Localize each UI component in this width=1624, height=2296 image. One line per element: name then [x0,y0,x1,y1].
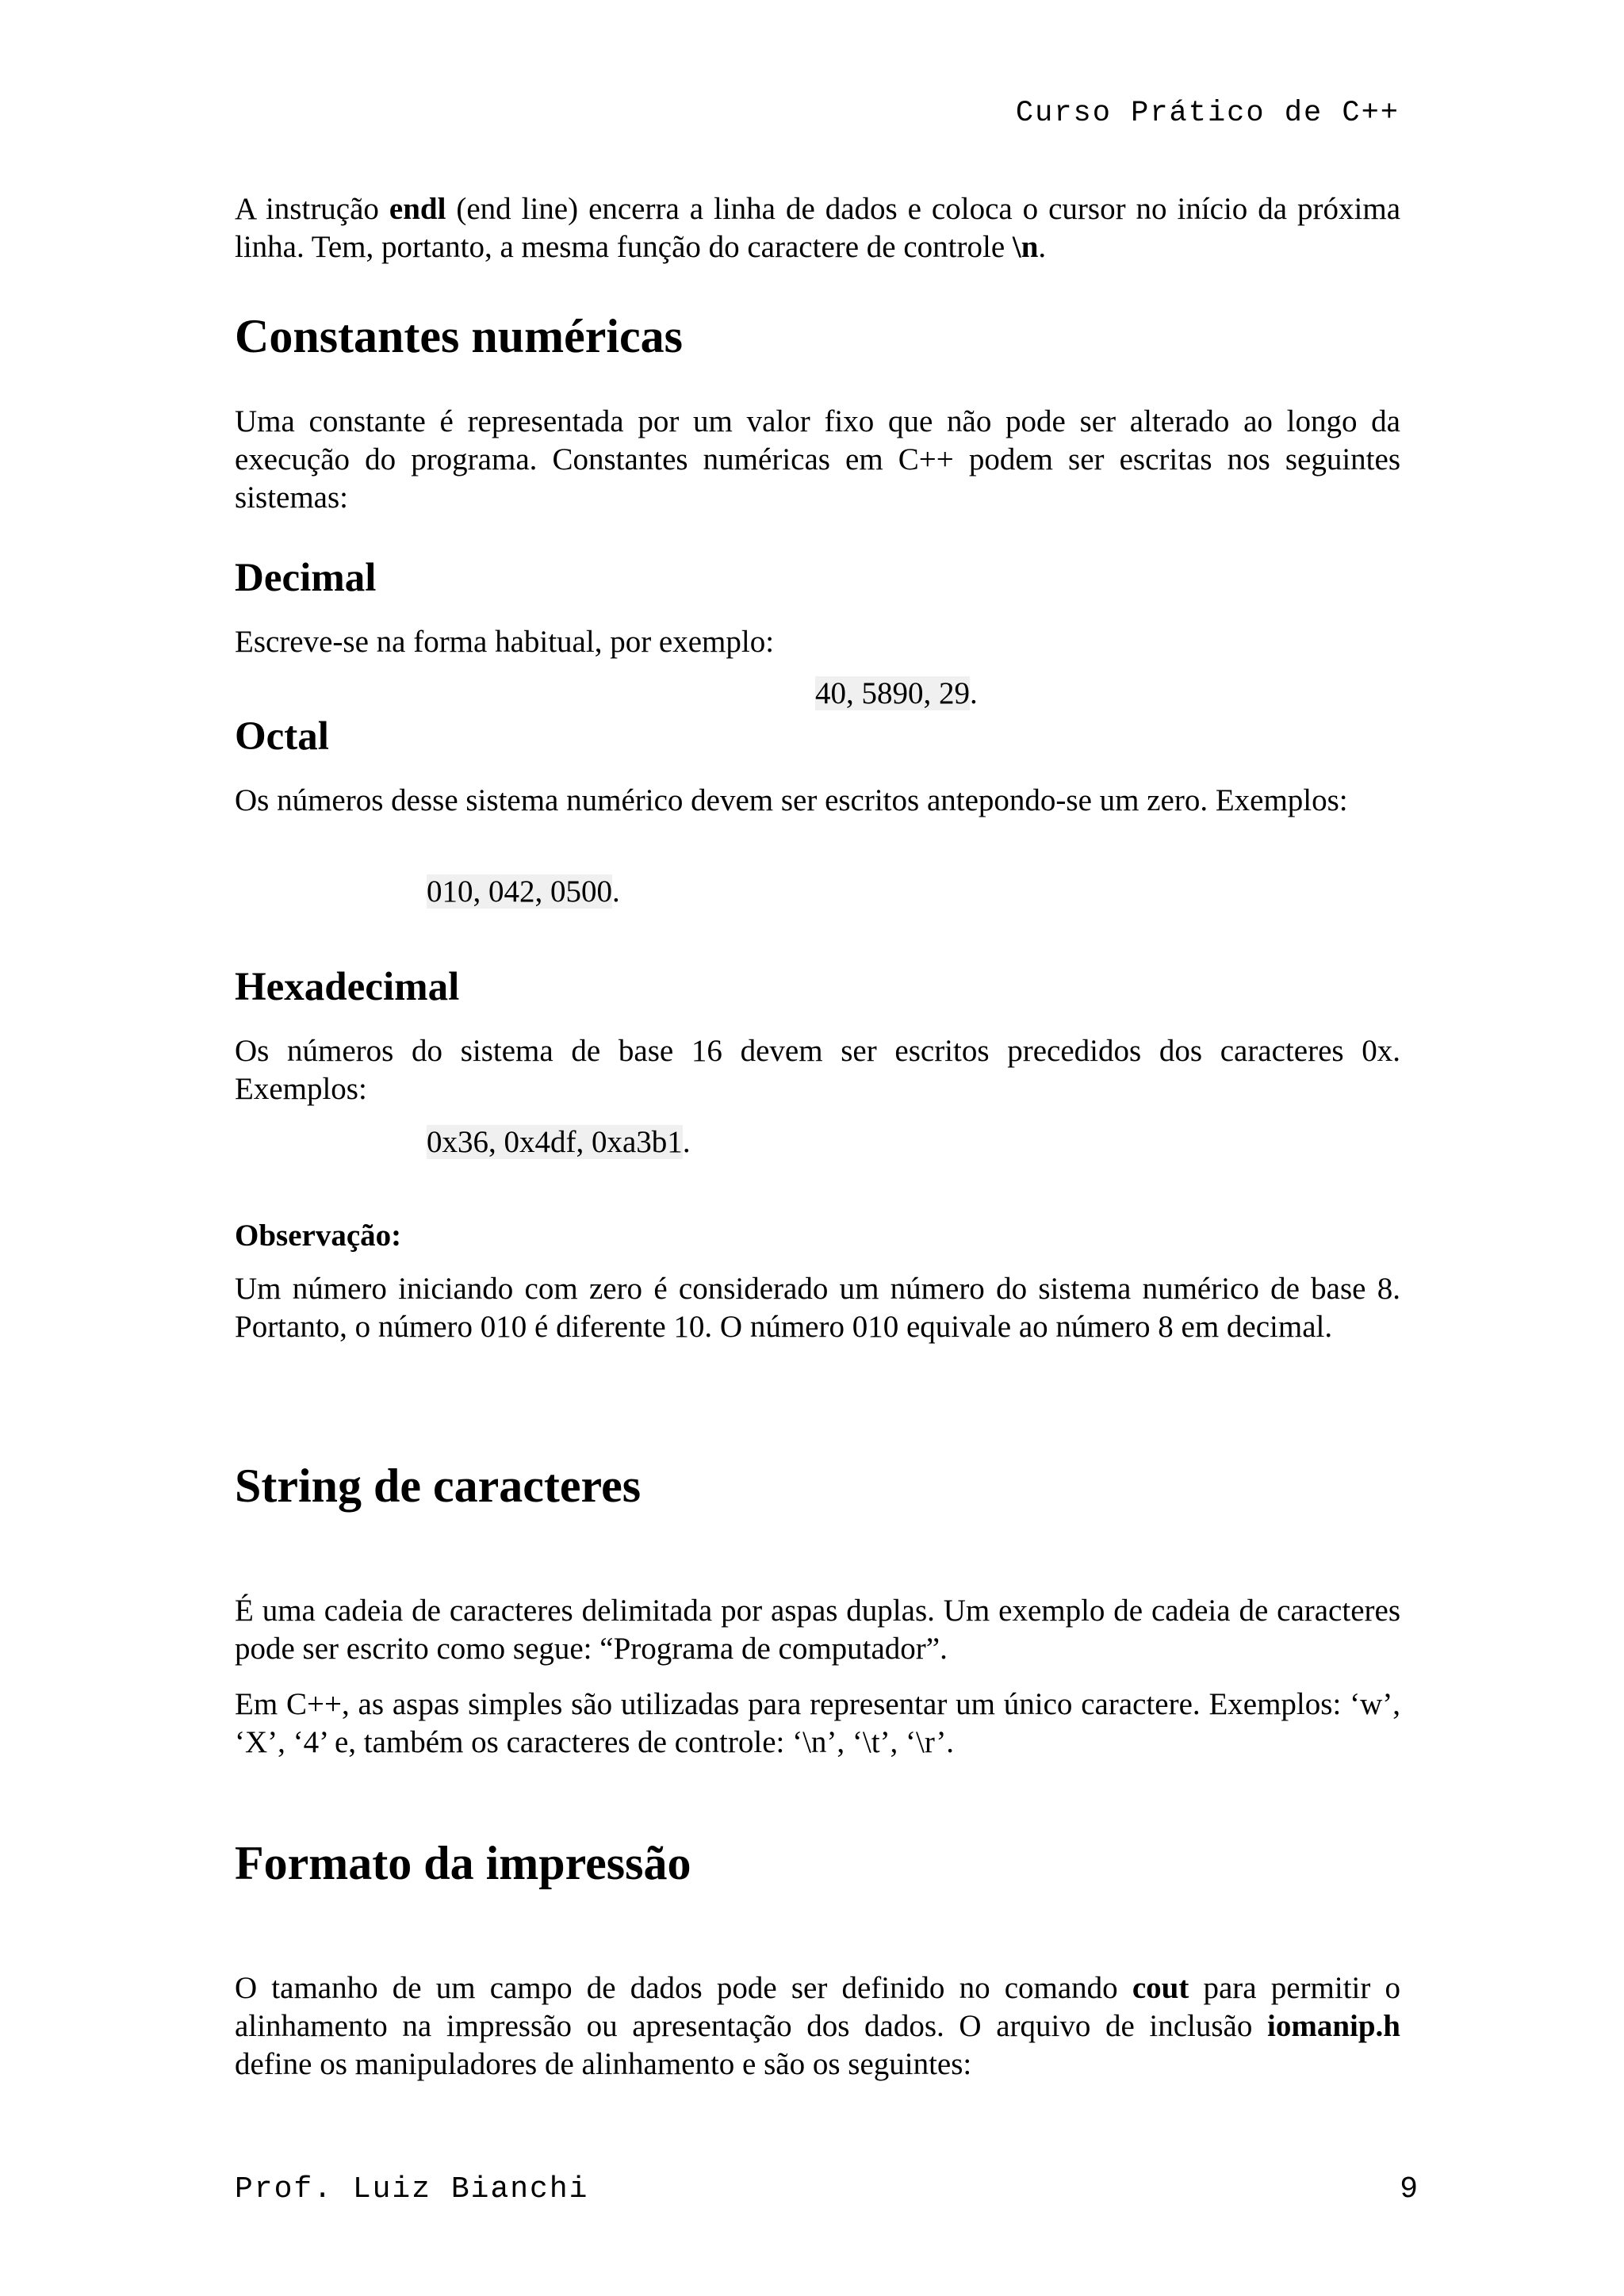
newline-escape: \n [1012,230,1039,264]
heading-octal: Octal [235,714,329,759]
constantes-paragraph: Uma constante é representada por um valor fixo que não pode ser alterado ao longo da execução do programa. Constantes numéricas em C++ podem ser escritas nos seguintes sistemas: [235,404,1400,515]
intro-paragraph: A instrução endl (end line) encerra a linha de dados e coloca o cursor no início da próxima linha. Tem, portanto, a mesma função do caractere de controle \n. [235,192,1401,264]
observacao-paragraph: Um número iniciando com zero é considerado um número do sistema numérico de base 8. Portanto, o número 010 é diferente 10. O número 010 equivale ao número 8 em decimal. [235,1272,1400,1344]
page-number: 9 [1400,2172,1418,2206]
octal-example: 010, 042, 0500. [427,874,620,909]
formato-paragraph: O tamanho de um campo de dados pode ser definido no comando cout para permitir o alinhamento na impressão ou apresentação dos dados. O arquivo de inclusão iomanip.h define os manipuladores de alinhamento e são os seguintes: [235,1971,1401,2081]
heading-hexadecimal: Hexadecimal [235,965,460,1009]
heading-formato-da-impressao: Formato da impressão [235,1837,691,1889]
iomanip-header: iomanip.h [1267,2009,1400,2043]
heading-string-de-caracteres: String de caracteres [235,1460,642,1512]
octal-paragraph: Os números desse sistema numérico devem ser escritos antepondo-se um zero. Exemplos: [235,783,1348,817]
string-paragraph-1: É uma cadeia de caracteres delimitada por aspas duplas. Um exemplo de cadeia de caracteres pode ser escrito como segue: “Programa de computador”. [235,1594,1400,1666]
decimal-example: 40, 5890, 29. [815,676,978,710]
heading-observacao: Observação: [235,1219,402,1253]
heading-decimal: Decimal [235,556,377,600]
hexadecimal-paragraph: Os números do sistema de base 16 devem ser escritos precedidos dos caracteres 0x. Exemplos: [235,1034,1400,1106]
cout-keyword: cout [1132,1971,1189,2005]
hexadecimal-example: 0x36, 0x4df, 0xa3b1. [427,1125,691,1159]
string-paragraph-2: Em C++, as aspas simples são utilizadas para representar um único caractere. Exemplos: ‘w’, ‘X’, ‘4’ e, também os caracteres de controle: ‘\n’, ‘\t’, ‘\r’. [235,1687,1400,1759]
decimal-paragraph: Escreve-se na forma habitual, por exemplo: [235,625,775,659]
endl-keyword: endl [389,192,446,226]
page-header: Curso Prático de C++ [1015,97,1400,130]
footer-author: Prof. Luiz Bianchi [235,2172,589,2206]
heading-constantes-numericas: Constantes numéricas [235,310,683,362]
